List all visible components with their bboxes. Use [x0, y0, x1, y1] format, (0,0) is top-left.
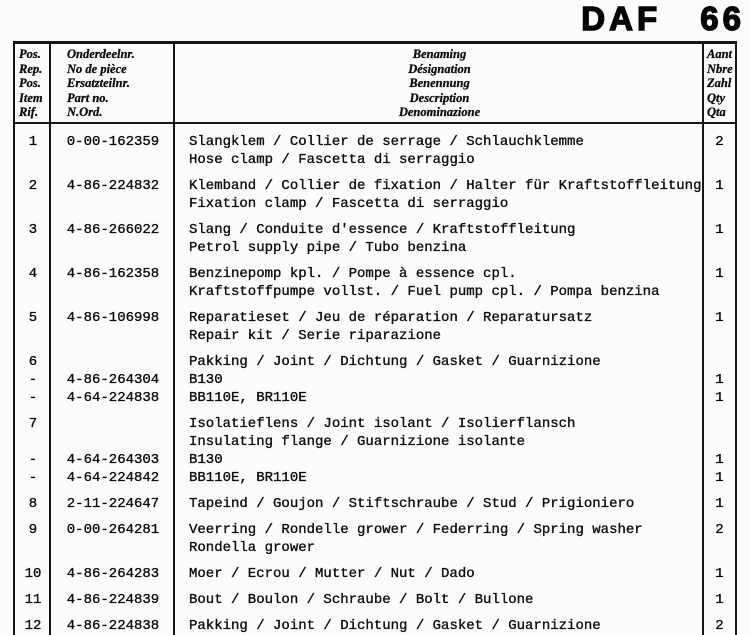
part-no-cell: 4-86-224839 — [66, 591, 160, 608]
qty-cell — [704, 195, 735, 213]
table-row-line — [15, 221, 735, 239]
column-divider — [173, 44, 175, 635]
table-row-line — [15, 177, 735, 195]
description-cell: Insulating flange / Guarnizione isolante — [189, 433, 526, 450]
pos-cell: - — [28, 371, 38, 388]
header-designation-column — [175, 47, 704, 120]
pos-cell — [15, 433, 51, 451]
pos-cell: - — [28, 451, 38, 468]
part-no-cell: 4-64-224838 — [66, 389, 160, 406]
header-label: Qta — [707, 105, 726, 120]
qty-cell: 1 — [715, 177, 724, 194]
description-cell: BB110E, BR110E — [189, 389, 307, 406]
header-label: Item — [19, 90, 43, 105]
header-label: Benennung — [409, 76, 470, 91]
table-row — [15, 495, 735, 513]
header-label: Ersatzteilnr. — [67, 76, 130, 91]
table-row-line — [15, 469, 735, 487]
description-cell: Petrol supply pipe / Tubo benzina — [189, 239, 467, 256]
qty-cell: 2 — [715, 133, 724, 150]
table-header — [15, 44, 735, 124]
table-row — [15, 521, 735, 557]
pos-cell: 5 — [28, 309, 38, 326]
header-label: Benaming — [412, 47, 467, 61]
header-label: No de pièce — [67, 61, 127, 76]
pos-cell: 12 — [24, 617, 42, 634]
pos-cell: 2 — [28, 177, 38, 194]
part-no-cell — [51, 195, 175, 213]
part-no-cell — [51, 327, 175, 345]
part-no-cell: 4-86-264304 — [66, 371, 160, 388]
description-cell: Hose clamp / Fascetta di serraggio — [189, 151, 475, 168]
pos-cell: - — [28, 469, 38, 486]
description-cell: Kraftstoffpumpe vollst. / Fuel pump cpl. / Pompa benzina — [189, 283, 660, 300]
header-qty-column — [704, 47, 735, 120]
pos-cell: 7 — [28, 415, 38, 432]
table-row — [15, 177, 735, 213]
header-label: Description — [409, 90, 470, 105]
table-row-line — [15, 565, 735, 583]
table-row — [15, 221, 735, 257]
pos-cell: 3 — [28, 221, 38, 238]
pos-cell: 6 — [28, 353, 38, 370]
description-cell: Isolatieflens / Joint isolant / Isolierflansch — [189, 415, 576, 432]
table-row — [15, 133, 735, 169]
header-label: Pos. — [19, 47, 41, 61]
qty-cell — [704, 283, 735, 301]
header-label: Part no. — [67, 90, 109, 105]
qty-cell — [704, 539, 735, 557]
pos-cell — [15, 327, 51, 345]
table-row-line — [15, 451, 735, 469]
header-label: Désignation — [408, 61, 471, 76]
qty-cell — [704, 353, 735, 371]
table-row — [15, 415, 735, 487]
qty-cell: 1 — [715, 371, 724, 388]
description-cell: Veerring / Rondelle grower / Federring / Spring washer — [189, 521, 643, 538]
part-no-cell — [51, 239, 175, 257]
column-divider — [702, 44, 704, 635]
header-label: Aant — [707, 47, 733, 61]
qty-cell: 1 — [715, 469, 724, 486]
header-label: Nbre — [707, 61, 733, 76]
pos-cell: 1 — [28, 133, 38, 150]
pos-cell — [15, 195, 51, 213]
table-row-line — [15, 521, 735, 539]
header-pos-column — [15, 47, 51, 120]
pos-cell — [15, 151, 51, 169]
part-no-cell — [51, 415, 175, 433]
header-label: Denominazione — [398, 105, 481, 120]
qty-cell: 1 — [715, 451, 724, 468]
part-no-cell: 4-64-264303 — [66, 451, 160, 468]
table-row-line — [15, 195, 735, 213]
qty-cell: 2 — [715, 521, 724, 538]
description-cell: Bout / Boulon / Schraube / Bolt / Bullone — [189, 591, 534, 608]
pos-cell: 8 — [28, 495, 38, 512]
header-label: Qty — [707, 90, 726, 105]
table-row-line — [15, 415, 735, 433]
table-row-line — [15, 371, 735, 389]
table-row-line — [15, 309, 735, 327]
description-cell: Repair kit / Serie riparazione — [189, 327, 442, 344]
table-row — [15, 309, 735, 345]
pos-cell — [15, 239, 51, 257]
description-cell: Moer / Ecrou / Mutter / Nut / Dado — [189, 565, 475, 582]
pos-cell: 9 — [28, 521, 38, 538]
part-no-cell: 4-86-266022 — [66, 221, 160, 238]
table-body — [15, 124, 735, 635]
description-cell: Pakking / Joint / Dichtung / Gasket / Guarnizione — [189, 617, 601, 634]
table-row-line — [15, 433, 735, 451]
part-no-cell: 0-00-162359 — [66, 133, 160, 150]
description-cell: B130 — [189, 371, 223, 388]
pos-cell — [15, 283, 51, 301]
qty-cell — [704, 433, 735, 451]
table-row — [15, 353, 735, 407]
description-cell: Pakking / Joint / Dichtung / Gasket / Guarnizione — [189, 353, 601, 370]
description-cell: BB110E, BR110E — [189, 469, 307, 486]
table-row-line — [15, 617, 735, 635]
table-row-line — [15, 151, 735, 169]
qty-cell — [704, 415, 735, 433]
qty-cell: 1 — [715, 565, 724, 582]
table-row-line — [15, 327, 735, 345]
header-label: Rif. — [19, 105, 39, 120]
part-no-cell: 2-11-224647 — [66, 495, 160, 512]
part-no-cell — [51, 151, 175, 169]
table-row-line — [15, 539, 735, 557]
table-row — [15, 591, 735, 609]
qty-cell — [704, 151, 735, 169]
table-row — [15, 265, 735, 301]
part-no-cell: 4-86-264283 — [66, 565, 160, 582]
header-part-no-column — [51, 47, 175, 120]
description-cell: Benzinepomp kpl. / Pompe à essence cpl. — [189, 265, 517, 282]
page-title: DAF 66 — [581, 0, 745, 37]
pos-cell: 4 — [28, 265, 38, 282]
header-label: Rep. — [19, 61, 43, 76]
part-no-cell — [51, 353, 175, 371]
header-label: Onderdeelnr. — [67, 47, 135, 61]
qty-cell: 2 — [715, 617, 724, 634]
table-row — [15, 617, 735, 635]
part-no-cell: 4-86-224838 — [66, 617, 160, 634]
pos-cell: - — [28, 389, 38, 406]
pos-cell — [15, 539, 51, 557]
description-cell: Slangklem / Collier de serrage / Schlauchklemme — [189, 133, 584, 150]
pos-cell: 10 — [24, 565, 42, 582]
table-row-line — [15, 495, 735, 513]
description-cell: B130 — [189, 451, 223, 468]
qty-cell: 1 — [715, 591, 724, 608]
table-row-line — [15, 389, 735, 407]
part-no-cell: 4-86-106998 — [66, 309, 160, 326]
qty-cell — [704, 239, 735, 257]
part-no-cell — [51, 433, 175, 451]
description-cell: Reparatieset / Jeu de réparation / Reparatursatz — [189, 309, 593, 326]
part-no-cell — [51, 539, 175, 557]
table-row-line — [15, 353, 735, 371]
parts-table — [13, 41, 737, 635]
part-no-cell: 4-86-162358 — [66, 265, 160, 282]
header-label: Pos. — [19, 76, 41, 91]
header-label: N.Ord. — [67, 105, 103, 120]
description-cell: Klemband / Collier de fixation / Halter für Kraftstoffleitung — [189, 177, 702, 194]
qty-cell: 1 — [715, 389, 724, 406]
qty-cell: 1 — [715, 265, 724, 282]
table-row-line — [15, 591, 735, 609]
part-no-cell: 4-64-224842 — [66, 469, 160, 486]
part-no-cell — [51, 283, 175, 301]
part-no-cell: 4-86-224832 — [66, 177, 160, 194]
column-divider — [49, 44, 51, 635]
table-row — [15, 565, 735, 583]
description-cell: Tapeind / Goujon / Stiftschraube / Stud / Prigioniero — [189, 495, 635, 512]
description-cell: Fixation clamp / Fascetta di serraggio — [189, 195, 509, 212]
qty-cell — [704, 327, 735, 345]
table-row-line — [15, 239, 735, 257]
table-row-line — [15, 133, 735, 151]
pos-cell: 11 — [24, 591, 42, 608]
qty-cell: 1 — [715, 309, 724, 326]
description-cell: Slang / Conduite d'essence / Kraftstoffleitung — [189, 221, 576, 238]
qty-cell: 1 — [715, 495, 724, 512]
header-label: Zahl — [707, 76, 732, 91]
table-row-line — [15, 265, 735, 283]
part-no-cell: 0-00-264281 — [66, 521, 160, 538]
table-row-line — [15, 283, 735, 301]
qty-cell: 1 — [715, 221, 724, 238]
description-cell: Rondella grower — [189, 539, 316, 556]
